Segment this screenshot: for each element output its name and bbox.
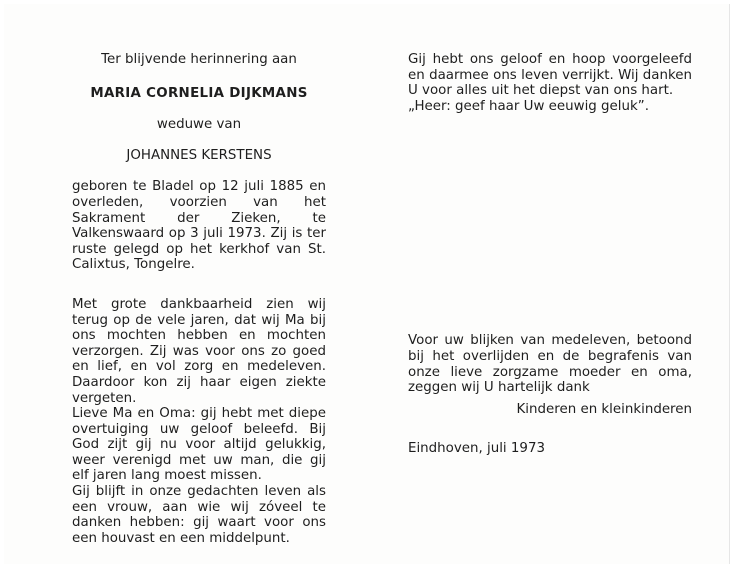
relation-line: weduwe van: [156, 117, 242, 133]
prayer-line: „Heer: geef haar Uw eeuwig geluk”.: [408, 98, 649, 114]
biography-paragraph: geboren te Bladel op 12 juli 1885 en overleden, voorzien van het Sakrament der Zieken, te Valkenswaard op 3 juli 1973. Zij is ter ruste gelegd op het kerkhof van St. Calixtus, Tongelre.: [72, 179, 326, 273]
thanks-paragraph: Voor uw blijken van medeleven, betoond bij het overlijden en de begrafenis van onze lieve zorgzame moeder en oma, zeggen wij U hartelijk dank: [408, 333, 692, 396]
left-column: [72, 52, 326, 546]
signature-line: Kinderen en kleinkinderen: [516, 401, 692, 417]
memorial-card: [4, 4, 730, 564]
faith-paragraph: Lieve Ma en Oma: gij hebt met diepe overtuiging uw geloof beleefd. Bij God zijt gij nu voor altijd gelukkig, weer verenigd met uw man, die gij elf jaren lang moest missen.: [72, 406, 326, 484]
memory-paragraph: Gij blijft in onze gedachten leven als een vrouw, aan wie wij zóveel te danken hebben: gij waart voor ons een houvast en een middelpunt.: [72, 484, 326, 546]
right-column: [408, 52, 692, 457]
place-date-line: Eindhoven, juli 1973: [408, 441, 545, 457]
intro-line: Ter blijvende herinnering aan: [101, 52, 297, 67]
gratitude-paragraph: Met grote dankbaarheid zien wij terug op de vele jaren, dat wij Ma bij ons mochten hebben en mochten verzorgen. Zij was voor ons zo goed en lief, en vol zorg en medeleven. Daardoor kon zij haar eigen ziekte vergeten.: [72, 296, 326, 406]
spouse-name: JOHANNES KERSTENS: [126, 147, 272, 163]
deceased-name: MARIA CORNELIA DIJKMANS: [90, 85, 308, 101]
prayer-paragraph: Gij hebt ons geloof en hoop voorgeleefd en daarmee ons leven verrijkt. Wij danken U voor alles uit het diepst van ons hart.: [408, 52, 692, 99]
